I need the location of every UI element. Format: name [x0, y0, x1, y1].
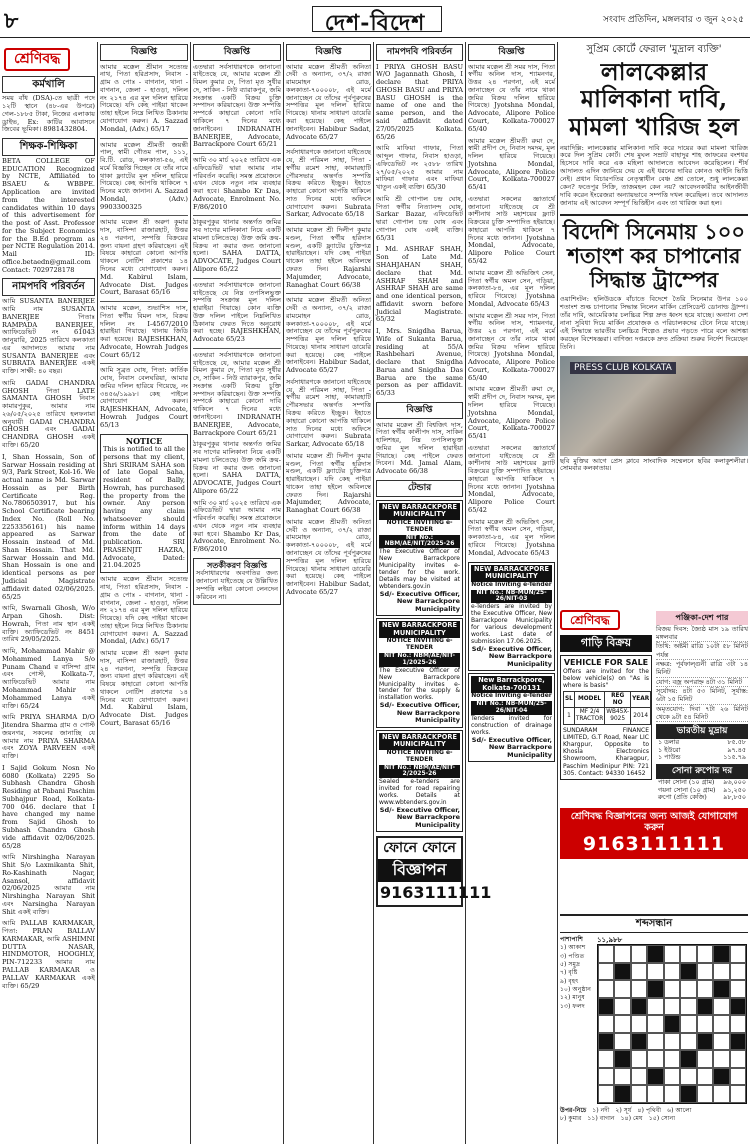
news-body-film-tariff: ওয়াশিংটন: হলিউডকে বাঁচাতে বিদেশে তৈরি সিনেমার উপর ১০০ শতাংশ শুল্ক চাপানোর সিদ্ধান্ত নিলেন মার্কিন প্রেসিডেন্ট ডোনাল্ড ট্রাম্প। তাঁর দাবি, আমেরিকার চলচ্চিত্র শিল্প দ্রুত ধ্বংস হয়ে যাচ্ছে। অন্যান্য দেশ নানা সুবিধা দিয়ে মার্কিন প্রযোজক ও পরিচালকদের টেনে নিয়ে যাচ্ছে। এই সিদ্ধান্তে ভারতীয় চলচ্চিত্র শিল্পেও প্রভাব পড়তে পারে বলে আশঙ্কা করছেন বিশেষজ্ঞরা। বাণিজ্য দপ্তরকে দ্রুত প্রক্রিয়া শুরুর নির্দেশ দিয়েছেন তিনি। — [560, 295, 748, 351]
teacher-ad: BETA COLLEGE OF EDUCATION Recognized by NCTE, Affiliated to BSAEU & WBBPE. Application are invited from the interested candidates within 10 days of this advertisement for the post of Asst. Professor for the Subject Economics for the B.Ed program as per NCTE Regulation 2014. Mail ID: office.betaedn@gmail.com Contact: 7029728178 — [2, 156, 95, 274]
notice-ad: আমার মক্কেল শ্রী দিলীপ কুমার মণ্ডল, পিতা স্বর্গীয় হরিদাস মণ্ডল, একটি ফ্ল্যাটের চুক্তিপত্র হারাইয়াছেন। যদি কেহ পাইয়া থাকেন তাহা হইলে অবিলম্বে ফেরত দিন। Rajarshi Majumder, Advocate, Ranaghat Court 66/38 — [286, 226, 371, 289]
tender-body: Tenders invited for construction of drainage works. — [471, 714, 552, 736]
notice-ad: আমার মক্কেল শ্রী সমর দাস, পিতা স্বর্গীয় অনিল দাস, শ্যামনগর, উত্তর ২৪ পরগনা, এই মর্মে জানাচ্ছেন যে তাঁর নামে থাকা জমির বিক্রয় দলিল হারিয়ে গিয়েছে। Jyotshna Mondal, Advocate, Alipore Police Court, Kolkata-700027 65/40 — [468, 62, 556, 133]
tender-sign: Sd/- Executive Officer, New Barrackpore Municipality — [471, 644, 552, 668]
crossword-black-cell — [647, 980, 663, 998]
currency-name: ১ পাউন্ড — [658, 753, 681, 762]
classifieds-badge: শ্রেণিবদ্ধ — [4, 48, 70, 71]
crossword-cell — [730, 963, 746, 981]
crossword-cell — [664, 945, 680, 963]
name-change-ad: আমি PALLAB KARMAKAR, পিতা: PRAN BALLAV KARMAKAR, আমি ASHIMNI DUTTA NASAR, HINDMOTOR, HOOGHLY, PIN-712233 আমার নাম PALLAB KARMAKAR ও PALLAV KARMAKAR একই ব্যক্তি। 65/29 — [2, 919, 95, 990]
crossword-black-cell — [598, 998, 614, 1016]
crossword-cell — [697, 963, 713, 981]
photo-banner-text: PRESS CLUB KOLKATA — [570, 362, 676, 375]
crossword-cell — [614, 1033, 630, 1051]
alert-notice-text: সর্বসাধারণের অবগতির জন্য জানানো যাইতেছে যে উল্লিখিত সম্পত্তি লইয়া কোনো লেনদেন করিবেন না। — [196, 569, 278, 601]
currency-name: ১ ডলার — [658, 738, 680, 746]
notice-ad: আমি সুব্রত ঘোষ, পিতা: কার্তিক ঘোষ, নিবাস বেলঘরিয়া, আমার জমির দলিল হারিয়ে গিয়েছে, নং ৩৪৫৬/১৯৯৮। কেহ পাইলে যোগাযোগ করুন। RAJESHKHAN, Advocate, Howrah Judges Court 65/13 — [100, 366, 188, 429]
classifieds-promo — [560, 808, 748, 859]
name-change-heading: নামপদবি পরিবর্তন — [376, 44, 463, 61]
notice-heading: বিজ্ঞপ্তি — [468, 44, 555, 61]
column-classifieds — [2, 42, 95, 1144]
english-notice — [100, 434, 188, 574]
almanac-line: সূর্যোদয়: ৪টা ৫৩ মিনিট, সূর্যাস্ত: ৬টা ১৫ মিনিট — [656, 686, 748, 704]
crossword-black-cell — [713, 1068, 729, 1086]
tender-org: New Barrackpore, Kolkata-700131 — [471, 676, 552, 693]
crossword-cell — [730, 1068, 746, 1086]
vehicle-col-header: REG NO — [605, 691, 631, 708]
phone-ad-mid: বিজ্ঞাপন — [378, 859, 461, 882]
tender-nit: NIT No.: NBM/AE/NIT-1/2025-26 — [379, 653, 460, 667]
crossword-clues-down — [560, 1107, 748, 1115]
gold-name: রুপো (প্রতি কেজি) — [658, 793, 707, 802]
currency-value: ১১৫.৭৯ — [723, 753, 746, 762]
crossword-cell — [713, 1085, 729, 1103]
almanac-line: বিজয় দিবস: জ্যৈষ্ঠ মাস ১৯ তারিখ মঙ্গলবার — [656, 624, 748, 641]
crossword-grid-wrap — [597, 936, 747, 1104]
name-change-heading: নামপদবি পরিবর্তন — [2, 278, 95, 296]
across-clue: ৯) বৃহৎ — [560, 977, 579, 985]
crossword-cell — [647, 963, 663, 981]
notice-ad: এতদ্বারা সর্বসাধারণকে জানানো যাইতেছে যে, আমার মক্কেল শ্রী বিমল কুমার দে, পিতা মৃত সুধীর দে, সাকিন - নিউ ব্যারাকপুর, জমি সংক্রান্ত একটি বিক্রয় চুক্তি সম্পাদন করিয়াছেন। উক্ত সম্পত্তি সম্পর্কে কাহারো কোনো দাবি থাকিলে ৭ দিনের মধ্যে জানাইবেন। INDRANATH BANERJEE, Advocate, Barrackpore Court 65/21 — [193, 62, 281, 149]
down-clue: ৬) আলো — [667, 1107, 692, 1115]
press-club-photo — [560, 356, 748, 456]
crossword-cell — [614, 1015, 630, 1033]
crossword-black-cell — [713, 945, 729, 963]
tender-nit: NIT No.: NBM/AE/NIT/2025-26 — [379, 535, 460, 549]
crossword-grid — [597, 944, 747, 1104]
notice-ad: আমার মক্কেল শ্রী অরুণ কুমার দাস, বাসিন্দা রাজারহাট, উত্তর ২৪ পরগনা, সম্পত্তি বিক্রয়ের জন্য বায়না গ্রহণ করিয়াছেন। এই বিষয়ে কাহারো কোনো আপত্তি থাকলে নোটিশ প্রকাশের ১৪ দিনের মধ্যে যোগাযোগ করুন। Md. Kabirul Islam, Advocate Dist. Judges Court, Barasat 65/16 — [100, 218, 188, 297]
across-clue: ৩) পণ্ডিত — [560, 952, 585, 960]
notice-ad: সর্বসাধারণকে জানানো যাইতেছে যে, শ্রী পরিমল সাহা, পিতা - স্বর্গীয় রমেশ সাহা, কামারহাটি পৌরসভার অন্তর্গত সম্পত্তি বিক্রয় করিতে ইচ্ছুক। ইহাতে কাহারো কোনো আপত্তি থাকিলে সাত দিনের মধ্যে অফিসে যোগাযোগ করুন। Subrata Sarkar, Advocate 65/18 — [286, 148, 371, 219]
notice-ad: আমার মক্কেল শ্রী সমর দাস, পিতা স্বর্গীয় অনিল দাস, শ্যামনগর, উত্তর ২৪ পরগনা, এই মর্মে জানাচ্ছেন যে তাঁর নামে থাকা জমির বিক্রয় দলিল হারিয়ে গিয়েছে। Jyotshna Mondal, Advocate, Alipore Police Court, Kolkata-700027 65/40 — [468, 311, 556, 382]
tender-box — [376, 500, 463, 616]
notice-ad: আমার মক্কেল শ্রীমতী রুমা দে, স্বামী প্রদীপ দে, নিবাস দমদম, মূল দলিল হারিয়ে গিয়েছে। Jyotshna Mondal, Advocate, Alipore Police Court, Kolkata-700027 65/41 — [468, 136, 555, 192]
notice-ad: আমার মক্কেল শ্রী অরুণ কুমার দাস, বাসিন্দা রাজারহাট, উত্তর ২৪ পরগনা, সম্পত্তি বিক্রয়ের জন্য বায়না গ্রহণ করিয়াছেন। এই বিষয়ে কাহারো কোনো আপত্তি থাকলে নোটিশ প্রকাশের ১৪ দিনের মধ্যে যোগাযোগ করুন। Md. Kabirul Islam, Advocate Dist. Judges Court, Barasat 65/16 — [100, 649, 188, 727]
crossword-cell — [713, 1033, 729, 1051]
notice-ad: আমার মক্কেল শ্রীমতী অনিতা দেবী ও অন্যান্য, ৩৭/২ রাজা রামমোহন রোড, কলকাতা-৭০০০০৮, এই মর্মে জানাচ্ছেন যে তাঁদের পূর্বপুরুষের সম্পত্তির মূল দলিল হারিয়ে গিয়েছে। থানায় সাধারণ ডায়েরি করা হয়েছে। কেহ পাইলে জানাইবেন। Habibur Sadat, Advocate 65/27 — [286, 517, 371, 596]
currency-name: ১ ইউরো — [658, 745, 681, 754]
gold-name: পাকা সোনা (১০ গ্রাম) — [658, 777, 715, 786]
crossword-cell — [598, 963, 614, 981]
currency-row — [656, 754, 748, 762]
crossword-cell — [680, 980, 696, 998]
section-title: দেশ-বিদেশ — [324, 10, 426, 36]
alert-notice-title: সতর্কীকরণ বিজ্ঞপ্তি — [206, 560, 268, 571]
classifieds-right — [560, 608, 748, 913]
name-change-ad: আমি SUSANTA BANERJEE আমি নাম SUSANTA BANERJEE পিতাঃ RAMPADA BANERJEE, অ্যাফিডেভিট নং 61043 জানুয়ারি, 2025 তারিখে কলকাতা এর আদালতে আমার নাম SUSANTA BANERJEE এবং SUBRATA BANERJEE একই ব্যক্তি। সাক্ষী: ৪০ বছর। — [2, 297, 95, 376]
page-number: ৮ — [4, 8, 19, 34]
crossword-cell — [664, 998, 680, 1016]
notice-ad: এতদ্বারা সকলের জ্ঞাতার্থে জানানো যাইতেছে যে শ্রী কাশীনাথ সাউ মহাশয়ের ফ্ল্যাট বিক্রয়ের চুক্তি সম্পাদিত হইয়াছে। কাহারো আপত্তি থাকিলে ৭ দিনের মধ্যে জানান। Jyotshna Mondal, Advocate, Alipore Police Court 65/42 — [468, 194, 555, 265]
english-notice-title: NOTICE — [125, 435, 163, 446]
news-headline-red-fort: লালকেল্লার মালিকানা দাবি, মামলা খারিজ হল — [569, 56, 739, 141]
vehicle-table — [563, 691, 651, 725]
column-rule — [373, 42, 374, 1144]
down-clue: ৮) কুমার — [560, 1115, 582, 1123]
crossword-cell — [598, 1050, 614, 1068]
notice-heading: বিজ্ঞপ্তি — [286, 44, 371, 61]
crossword-cell — [697, 1015, 713, 1033]
notice-ad: আমার মক্কেল শ্রী বিশ্বজিৎ দাস, পিতা স্বর্গীয় কালীপদ দাস, সাকিন হালিশহর, নিম্ন তপসিলভুক্ত জমির মূল দলিল হারাইয়া গিয়াছে। কেহ পাইলে ফেরত দিবেন। Md. Jamal Alam, Advocate 66/38 — [376, 420, 463, 476]
across-clue: ১২) মানুষ — [560, 994, 585, 1002]
crossword-black-cell — [730, 998, 746, 1016]
vehicle-title: VEHICLE FOR SALE — [563, 658, 649, 668]
crossword-cell — [614, 998, 630, 1016]
employment-ad: সময় বাঁধ (DSA)-তে ছাত্রী পদে ১২টি স্থানে (৪৮-এর উপরে) গেল-১৮৮৫ টাকা, নিজের এলাকায় ড্রাইভ, Ex: কাটির আবাসনে জিবের ভূমিকা। 8981432804. — [2, 94, 95, 134]
column-rule — [97, 42, 98, 1144]
notice-ad: ঠাকুরপুকুর থানার অন্তর্গত জমির সব দাগের মালিকানা নিয়ে একটি মামলা চলিতেছে। উক্ত জমি ক্রয়-বিক্রয় না করার জন্য জানানো হলো। SAHA DATTA, ADVOCATE, Judges Court Alipore 65/22 — [193, 218, 281, 273]
vehicle-col-header: YEAR — [631, 691, 651, 708]
tender-body: The Executive Officer of New Barrackpore Municipality invites e-tender for the work. Details may be visited at wbtenders.gov.in — [379, 548, 460, 590]
alert-notice — [193, 558, 281, 605]
tender-title: Notice Inviting e-Tender — [471, 580, 552, 588]
crossword-cell — [664, 1085, 680, 1103]
almanac-line: যোগ: বজ্র অপরাহ্ন ৪টা ৩১ মিনিট — [656, 678, 748, 687]
crossword-black-cell — [614, 963, 630, 981]
column-rule — [283, 42, 284, 1144]
news-body-red-fort: নয়াদিল্লি: লালকেল্লার মালিকানা দাবি করে দায়ের করা মামলা খারিজ করে দিল সুপ্রিম কোর্ট। শেষ মুঘল সম্রাট বাহাদুর শাহ জাফরের বংশধর হিসেবে দাবি করে এক মহিলা আদালতে আবেদন করেছিলেন। শীর্ষ আদালত এদিন জানিয়ে দেয় যে এই ধরনের দাবির কোনও আইনি ভিত্তি নেই। প্রধান বিচারপতির নেতৃত্বাধীন বেঞ্চ প্রশ্ন তোলে, শুধু লালকেল্লা কেন? ফতেপুর সিক্রি, তাজমহল কেন নয়? আবেদনকারীর আইনজীবী দাবি করেন ইংরেজরা অন্যায়ভাবে সম্পত্তি দখল করেছিল। তবে আদালত জানায় এই আবেদন সম্পূর্ণ ভিত্তিহীন এবং তা খারিজ করা হল। — [560, 143, 748, 207]
tender-title: NOTICE INVITING e-TENDER — [386, 748, 453, 763]
news-kicker: সুপ্রিম কোর্টে ফেরাল 'মুদ্রাল ব্যক্তি' — [586, 44, 722, 55]
tender-title: Notice Inviting e-Tender — [471, 692, 552, 700]
notice-ad: আমার মক্কেল শ্রী অভিজিৎ সেন, পিতা স্বর্গীয় অমল সেন, গড়িয়া, কলকাতা-৮৪, এর মূল দলিল হারিয়ে গিয়েছে। Jyotshna Mondal, Advocate 65/43 — [468, 517, 555, 557]
vehicle-sale-ad — [560, 655, 652, 780]
divider — [100, 363, 188, 364]
crossword-heading: শব্দসন্ধান — [560, 914, 748, 933]
crossword-black-cell — [730, 1033, 746, 1051]
crossword-cell — [631, 1068, 647, 1086]
almanac-heading: পঞ্জিকা-দেশ পার — [656, 611, 748, 625]
tender-org: NEW BARRACKPORE MUNICIPALITY — [379, 503, 460, 520]
notice-ad: আমার মক্কেল, শুভাশিস দাস, পিতা স্বর্গীয় বিমল দাস, বিক্রয় দলিল নং I-4567/2010 হারাইয়া গিয়াছে। থানায় জিডি করা হয়েছে। RAJESHKHAN, Advocate, Howrah Judges Court 65/12 — [100, 304, 188, 359]
crossword-cell — [664, 980, 680, 998]
crossword-cell — [713, 963, 729, 981]
tender-title: NOTICE INVITING e-TENDER — [386, 518, 453, 533]
notice-ad: আমি ৩০ মার্চ ২০২৫ তারিখে এক এফিডেভিট দ্বারা আমার নাম পরিবর্তন করেছি। সমস্ত প্রয়োজনে এখন থেকে নতুন নাম ব্যবহার করা হবে। Shambo Kr Das, Advocate, Enrolment No. F/86/2010 — [193, 498, 281, 554]
across-clue: ৭) বৃষ্টি — [560, 969, 578, 977]
currency-value: ৯৭.৪৫ — [727, 745, 746, 754]
crossword-cell — [631, 1015, 647, 1033]
tender-box — [468, 562, 555, 672]
promo-number: 9163111111 — [582, 833, 726, 856]
tender-sign: Sd/- Executive Officer, New Barrackpore Municipality — [379, 805, 460, 829]
almanac-line: অমৃতযোগ: দিবা ৭টা ২৬ মিনিট থেকে ৯টা ৫৪ মিনিট — [656, 704, 748, 721]
crossword-cell — [697, 1068, 713, 1086]
crossword-cell — [697, 1050, 713, 1068]
notice-ad: আমার মক্কেল শ্রীমান সত্যেন্দ্র নাথ, পিতা হরিপ্রসাদ, নিবাস - গ্রাম ও পোঃ - বাগনান, থানা - বাগনান, জেলা - হাওড়া, দলিল নং ২১৭৪ এর মূল দলিল হারিয়ে গিয়েছে। যদি কেহ পাইয়া থাকেন তাহা হইলে নিম্নে লিখিত ঠিকানায় যোগাযোগ করুন। A. Sazzad Mondal, (Adv.) 65/17 — [100, 575, 188, 646]
crossword-cell — [647, 1085, 663, 1103]
teacher-heading: শিক্ষক-শিক্ষিকা — [2, 138, 95, 156]
crossword-clues-down-2 — [560, 1115, 748, 1123]
across-heading: পাশাপাশি — [560, 935, 583, 943]
crossword-cell — [697, 980, 713, 998]
crossword-cell — [680, 998, 696, 1016]
crossword-cell — [697, 1085, 713, 1103]
crossword-cell — [614, 945, 630, 963]
currency-value: ৮৫.৫৮ — [727, 738, 746, 746]
crossword-black-cell — [631, 1033, 647, 1051]
column-rule — [557, 42, 558, 1144]
crossword-cell — [647, 1050, 663, 1068]
crossword-black-cell — [598, 1033, 614, 1051]
crossword-cell — [713, 998, 729, 1016]
crossword-cell — [730, 1015, 746, 1033]
down-clue: ১১) বাগান — [587, 1115, 615, 1123]
divider — [193, 278, 281, 279]
notice-ad: এতদ্বারা সর্বসাধারণকে জানানো যাইতেছে যে নিম্ন তপসিলভুক্ত সম্পত্তি সংক্রান্ত মূল দলিল হারাইয়া গিয়াছে। কোন ব্যক্তি উক্ত দলিল পাইলে নিম্নলিখিত ঠিকানায় ফেরত দিতে অনুরোধ করা হচ্ছে। RAJESHKHAN, Advocate 65/23 — [193, 280, 281, 344]
currency-heading: ভারতীয় মুদ্রায় — [656, 724, 748, 739]
name-change-ad: I PRIYA GHOSH BASU W/O Jagannath Ghosh, I declare that PRIYA GHOSH BASU and PRIYA BASU GHOSH is the name of one and the same person, and the said affidavit dated 27/05/2025 Kolkata. 65/26 — [376, 62, 463, 141]
across-clue: ৫) সমুদ্র — [560, 960, 581, 968]
crossword-black-cell — [631, 998, 647, 1016]
classifieds-badge-right: শ্রেণিবদ্ধ — [560, 610, 620, 630]
almanac-list — [656, 625, 748, 723]
crossword-cell — [647, 998, 663, 1016]
tender-box — [376, 618, 463, 728]
vehicle-cell: 2014 — [631, 708, 651, 725]
notice-ad: এতদ্বারা সকলের জ্ঞাতার্থে জানানো যাইতেছে যে শ্রী কাশীনাথ সাউ মহাশয়ের ফ্ল্যাট বিক্রয়ের চুক্তি সম্পাদিত হইয়াছে। কাহারো আপত্তি থাকিলে ৭ দিনের মধ্যে জানান। Jyotshna Mondal, Advocate, Alipore Police Court 65/42 — [468, 443, 555, 514]
name-change-ad: আমি, Swarnali Ghosh, W/o Arpan Ghosh. Dist: Howrah, পিতা নাম স্থান একই ব্যক্তি। অ্যাফিডেভিট নং 8451 তারিখ 29/05/2025. — [2, 604, 95, 644]
divider — [193, 153, 281, 154]
notice-ad: আমার মক্কেল শ্রী দিলীপ কুমার মণ্ডল, পিতা স্বর্গীয় হরিদাস মণ্ডল, একটি ফ্ল্যাটের চুক্তিপত্র হারাইয়াছেন। যদি কেহ পাইয়া থাকেন তাহা হইলে অবিলম্বে ফেরত দিন। Rajarshi Majumder, Advocate, Ranaghat Court 66/38 — [286, 451, 371, 515]
down-clue: ১) নদী — [592, 1107, 610, 1115]
crossword-cell — [680, 1033, 696, 1051]
divider — [100, 215, 188, 216]
masthead — [0, 0, 750, 38]
crossword-black-cell — [680, 963, 696, 981]
tender-title: NOTICE INVITING e-TENDER — [386, 637, 453, 652]
tender-org: NEW BARRACKPORE MUNICIPALITY — [379, 621, 460, 638]
tender-nit: NIT No.: NBM/AE/NIT-2/2025-26 — [379, 765, 460, 779]
notice-ad: আমার মক্কেল শ্রীমতী অনিতা দেবী ও অন্যান্য, ৩৭/২ রাজা রামমোহন রোড, কলকাতা-৭০০০০৮, এই মর্মে জানাচ্ছেন যে তাঁদের পূর্বপুরুষের সম্পত্তির মূল দলিল হারিয়ে গিয়েছে। থানায় সাধারণ ডায়েরি করা হয়েছে। কেহ পাইলে জানাইবেন। Habibur Sadat, Advocate 65/27 — [286, 62, 371, 141]
crossword-cell — [647, 1033, 663, 1051]
name-change-ad: আমি মাফিয়া গাফার, পিতা আব্দুল গাফার, নিবাস হাওড়া, এফিডেভিট নং ২৫৮৮ তারিখ ২৭/০৫/২০২৫ আমার নাম মাফিয়া গাফার এবং মাফিয়া খাতুন একই ব্যক্তি। 65/30 — [376, 144, 463, 192]
name-change-ad: আমি PRIYA SHARMA D/O Jitendra Sharma গ্রাম ও পোস্ট জয়নগর, সকলের জানাচ্ছি যে আমার নাম PRIYA SHARMA এবং ZOYA PARVEEN একই ব্যক্তি। — [2, 713, 95, 761]
name-change-ad: আমি GADAI CHANDRA GHOSH পিতা LATE SAMANTA GHOSH নিবাস কামারপুকুর, আমার নাম ২৬/০৫/২০২৫ তারিখে হলফনামা অনুযায়ী GADAI CHANDRA GHOSH এবং GADAI CHANDRA GHOSH একই ব্যক্তি। 65/20 — [2, 378, 95, 449]
notice-ad: সর্বসাধারণকে জানানো যাইতেছে যে, শ্রী পরিমল সাহা, পিতা - স্বর্গীয় রমেশ সাহা, কামারহাটি পৌরসভার অন্তর্গত সম্পত্তি বিক্রয় করিতে ইচ্ছুক। ইহাতে কাহারো কোনো আপত্তি থাকিলে সাত দিনের মধ্যে অফিসে যোগাযোগ করুন। Subrata Sarkar, Advocate 65/18 — [286, 377, 371, 449]
tender-nit: NIT No.: NB-MUN/25-26/NIT-04 — [471, 701, 552, 715]
crossword-cell — [631, 980, 647, 998]
crossword-black-cell — [664, 1015, 680, 1033]
phone-ad-box — [376, 836, 492, 906]
crossword-cell — [730, 945, 746, 963]
name-change-ad: আমি, Mohammad Mahir @ Mohammed Lanya S/o Punam Chand র বাসিন্দা গ্রাম এবং পোস্ট, Kolkata-7, অ্যাফিডেভিট আমার নাম Mohammad Mahir ও Mohammed Lanya একই ব্যক্তি। 65/24 — [2, 647, 95, 710]
english-notice-text: This is notified to all the persons that my client, Shri SRIRAM SAHA son of late Gopal Saha, resident of Bally, Howrah, has purchased the property from the owner. Any person having any claim whatsoever should inform within 14 days from the date of publication. SRI PRASENJIT HAZRA, Advocate, Dated: 21.04.2025 — [103, 444, 185, 570]
almanac-line: নক্ষত্র: পূর্বফাল্গুনী রাত্রি ৩টা ১৪ মিনিট — [656, 659, 748, 677]
crossword-black-cell — [697, 1033, 713, 1051]
notice-ad: আমার মক্কেল শ্রীমতী অনিতা দেবী ও অন্যান্য, ৩৭/২ রাজা রামমোহন রোড, কলকাতা-৭০০০০৮, এই মর্মে জানাচ্ছেন যে তাঁদের পূর্বপুরুষের সম্পত্তির মূল দলিল হারিয়ে গিয়েছে। থানায় সাধারণ ডায়েরি করা হয়েছে। কেহ পাইলে জানাইবেন। Habibur Sadat, Advocate 65/27 — [286, 296, 371, 375]
almanac-column — [656, 608, 748, 802]
vehicle-column — [560, 608, 652, 802]
crossword-cell — [730, 1050, 746, 1068]
crossword-cell — [614, 980, 630, 998]
crossword-cell — [713, 1015, 729, 1033]
column-name-change-5 — [376, 42, 492, 1144]
tender-body: Sealed e-tenders are invited for road repairing works. Details at www.wbtenders.gov.in — [379, 778, 460, 807]
divider — [286, 293, 371, 294]
crossword-black-cell — [697, 998, 713, 1016]
tender-sign: Sd/- Executive Officer, New Barrackpore Municipality — [379, 589, 460, 613]
column-rule — [190, 42, 191, 1144]
phone-ad-top: ফোনে ফোনে — [383, 840, 456, 857]
crossword-cell — [664, 963, 680, 981]
crossword-cell — [730, 980, 746, 998]
employment-heading: কর্মখালি — [2, 76, 95, 94]
crossword-cell — [680, 1068, 696, 1086]
notice-heading: বিজ্ঞপ্তি — [100, 44, 188, 61]
divider — [100, 301, 188, 302]
down-clue: ১৪) মেঘ — [620, 1115, 643, 1123]
crossword-cell — [598, 1015, 614, 1033]
crossword-black-cell — [647, 945, 663, 963]
vehicle-contact: SUNDARAM FINANCE LIMITED, G.T Road, Near LIC Khargpur, Opposite to Khosla Electronics Showroom, Kharagpur, Paschim Medinipur PIN: 721 305. Contact: 94330 16452 — [563, 727, 649, 777]
vehicle-cell: 1 — [564, 708, 575, 725]
gold-value: ৯৬,০০০ — [723, 777, 746, 786]
notice-ad: আমার মক্কেল শ্রী অভিজিৎ সেন, পিতা স্বর্গীয় অমল সেন, গড়িয়া, কলকাতা-৮৪, এর মূল দলিল হারিয়ে গিয়েছে। Jyotshna Mondal, Advocate 65/43 — [468, 268, 555, 308]
crossword-cell — [713, 1050, 729, 1068]
gold-value: ৯১,২৫০ — [723, 785, 746, 794]
news-headline-film-tariff: বিদেশি সিনেমায় ১০০ শতাংশ কর চাপানোর সিদ্ধান্ত ট্রাম্পের — [560, 214, 748, 292]
crossword-clues-across — [560, 936, 594, 1104]
vehicle-sub: Offers are invited for the below vehicle(s) on "As is where is basis" — [563, 667, 649, 689]
vehicle-col-header: SL — [564, 691, 575, 708]
crossword-cell — [631, 1085, 647, 1103]
column-notices-4 — [286, 42, 371, 1144]
crossword-cell — [614, 1068, 630, 1086]
notice-ad: আমার মক্কেল শ্রীমতী রুমা দে, স্বামী প্রদীপ দে, নিবাস দমদম, মূল দলিল হারিয়ে গিয়েছে। Jyotshna Mondal, Advocate, Alipore Police Court, Kolkata-700027 65/41 — [468, 385, 555, 441]
crossword-cell — [631, 1050, 647, 1068]
crossword-black-cell — [614, 1050, 630, 1068]
tender-org: NEW BARRACKPORE MUNICIPALITY — [471, 565, 552, 582]
tender-heading: টেন্ডার — [376, 480, 463, 497]
promo-line: শ্রেণিবদ্ধ বিজ্ঞাপনের জন্য আজই যোগাযোগ করুন — [570, 810, 738, 834]
down-heading: উপর-নিচে — [560, 1107, 587, 1115]
crossword-black-cell — [647, 1068, 663, 1086]
tender-nit: NIT No.: NB-MUN/25-26/NIT-03 — [471, 590, 552, 604]
gold-value: ৯৮,৮৫০ — [723, 793, 746, 802]
tender-box — [468, 673, 555, 762]
crossword-black-cell — [680, 1085, 696, 1103]
photo-caption: ছবি মুক্তির আগে প্রেস ক্লাবে সাংবাদিক সম্মেলনে ছবির কলাকুশলীরা। সোমবার কলকাতায়। — [560, 456, 748, 473]
divider — [286, 223, 371, 224]
column-rule — [465, 42, 466, 1144]
name-change-ad: I, Shan Hossain, Son of Sarwar Hossain residing at 9/3, Park Street, Kol-16. We actual name is Md. Sarwar Hossain as per Birth Certificate Reg. No.7806503917, but his School Certificate bearing Index No. (Roll No. 2253356161) his name appeared as Sarwar Hossain instead of Md. Shan Hossain. That Md. Sarwar Hossain and Md. Shan Hossain is one and identical persons as per Judicial Magistrate affidavit dated 02/06/2025. 65/25 — [2, 452, 95, 601]
divider — [193, 348, 281, 349]
crossword-cell — [680, 1015, 696, 1033]
crossword-cell — [631, 963, 647, 981]
crossword-cell — [647, 1015, 663, 1033]
divider — [193, 215, 281, 216]
down-clue: ২) সূর্য — [615, 1107, 632, 1115]
name-change-ad: I Md. ASHRAF SHAH, Son of Late Md. SHAHJAHAN SHAH, declare that Md. ASHRAF SHAH and ASHRAF SHAH are same and one identical person, affidavit sworn before Judicial Magistrate. 65/32 — [376, 245, 463, 324]
crossword-black-cell — [680, 1050, 696, 1068]
across-clue: ১) আকাশ — [560, 944, 586, 952]
crossword-cell — [680, 945, 696, 963]
notice-heading: বিজ্ঞপ্তি — [376, 402, 463, 419]
dateline: সংবাদ প্রতিদিন, মঙ্গলবার ৩ জুন ২০২৫ — [603, 15, 744, 25]
vehicle-col-header: MODEL — [574, 691, 604, 708]
gold-heading: সোনা রুপোর দর — [656, 764, 748, 779]
crossword-cell — [598, 980, 614, 998]
crossword-cell — [664, 1050, 680, 1068]
gold-row — [656, 794, 748, 802]
phone-ad-number: 9163111111 — [380, 882, 492, 902]
name-change-ad: আমি শ্রী গোপাল চন্দ্র ঘোষ, পিতা স্বর্গীয় নিত্যানন্দ ঘোষ, Sarkar Bazar, এফিডেভিট দ্বারা গোপাল চন্দ্র ঘোষ এবং গোপাল ঘোষ একই ব্যক্তি। 65/31 — [376, 194, 463, 242]
tender-sign: Sd/- Executive Officer, New Barrackpore Municipality — [379, 701, 460, 725]
down-clue: ১৫) সোনা — [648, 1115, 676, 1123]
crossword-black-cell — [614, 1085, 630, 1103]
column-notices-3 — [193, 42, 281, 1144]
name-change-ad: আমি Nirshingha Narayan Shit S/o Laxmikanta Shit, Ro-Kashinath Nagar, Asansol, affidavit 02/06/2025 আমার নাম Nirshingha Narayan Shit এবং Narsingha Narayan Shit একই ব্যক্তি। — [2, 853, 95, 916]
crossword-cell — [664, 1068, 680, 1086]
divider — [100, 138, 188, 139]
crossword-cell — [697, 945, 713, 963]
name-change-ad: I, Mrs. Snigdha Barua, Wife of Sukanta Barua, residing at 55/A Rashbehari Avenue, declare that Snigdha Barua and Snigdha Das Barua are the same person as per affidavit. 65/33 — [376, 327, 463, 398]
crossword-cell — [730, 1085, 746, 1103]
tender-sign: Sd/- Executive Officer, New Barrackpore Municipality — [471, 735, 552, 759]
crossword-cell — [598, 1068, 614, 1086]
news-area — [560, 42, 748, 604]
column-notices-2 — [100, 42, 188, 1144]
tender-body: The Executive Officer of New Barrackpore Municipality invites e-tender for the supply & installation works. — [379, 666, 460, 702]
tender-org: NEW BARRACKPORE MUNICIPALITY — [379, 733, 460, 750]
puzzle-number: ১১,৯৮৮ — [597, 934, 623, 944]
crossword-cell — [598, 945, 614, 963]
notice-ad: আমার মক্কেল শ্রীমান সত্যেন্দ্র নাথ, পিতা হরিপ্রসাদ, নিবাস - গ্রাম ও পোঃ - বাগনান, থানা - বাগনান, জেলা - হাওড়া, দলিল নং ২১৭৪ এর মূল দলিল হারিয়ে গিয়েছে। যদি কেহ পাইয়া থাকেন তাহা হইলে নিম্নে লিখিত ঠিকানায় যোগাযোগ করুন। A. Sazzad Mondal, (Adv.) 65/17 — [100, 62, 188, 133]
notice-ad: এতদ্বারা সর্বসাধারণকে জানানো যাইতেছে যে, আমার মক্কেল শ্রী বিমল কুমার দে, পিতা মৃত সুধীর দে, সাকিন - নিউ ব্যারাকপুর, জমি সংক্রান্ত একটি বিক্রয় চুক্তি সম্পাদন করিয়াছেন। উক্ত সম্পত্তি সম্পর্কে কাহারো কোনো দাবি থাকিলে ৭ দিনের মধ্যে জানাইবেন। INDRANATH BANERJEE, Advocate, Barrackpore Court 65/21 — [193, 350, 281, 437]
notice-ad: ঠাকুরপুকুর থানার অন্তর্গত জমির সব দাগের মালিকানা নিয়ে একটি মামলা চলিতেছে। উক্ত জমি ক্রয়-বিক্রয় না করার জন্য জানানো হলো। SAHA DATTA, ADVOCATE, Judges Court Alipore 65/22 — [193, 440, 281, 495]
column-notices-6 — [468, 42, 555, 1144]
crossword-section — [560, 914, 748, 1144]
notice-ad: আমার মক্কেল শ্রীমতী জয়ন্তী পাল, স্বামী গৌতম পাল, ১১১, বি.টি. রোড, কলকাতা-৫৬, এই মর্মে বিজ্ঞপ্তি দিচ্ছেন যে তাঁর নামে থাকা ফ্ল্যাটের মূল দলিল হারিয়ে গিয়েছে। কেহ আপত্তি থাকিলে ৭ দিনের মধ্যে জানান। A. Sazzad Mondal, (Adv.) 9903300325 — [100, 140, 188, 211]
name-change-ad: I Sajid Gokum Nosn No 6080 (Kolkata) 2295 So Subhash Chandra Ghosh Residing at Pabani Paschim Subhajpur Road, Kolkata-700 046. declare that I have changed my name from Sajid Ghosh to Subhash Chandra Ghosh vide affidavit 02/06/2025. 65/28 — [2, 763, 95, 850]
tender-box — [376, 730, 463, 833]
crossword-cell — [631, 945, 647, 963]
vehicle-sale-heading: গাড়ি বিক্রয় — [560, 635, 652, 652]
vehicle-cell: MF 2/4 TRACTOR — [574, 708, 604, 725]
notice-heading: বিজ্ঞপ্তি — [193, 44, 281, 61]
vehicle-cell: WB45X-9025 — [605, 708, 631, 725]
tender-body: e-Tenders are invited by the Executive Officer, New Barrackpore Municipality for various development works. Last date of submission 17.06.2025. — [471, 603, 552, 645]
notice-ad: আমি ৩০ মার্চ ২০২৫ তারিখে এক এফিডেভিট দ্বারা আমার নাম পরিবর্তন করেছি। সমস্ত প্রয়োজনে এখন থেকে নতুন নাম ব্যবহার করা হবে। Shambo Kr Das, Advocate, Enrolment No. F/86/2010 — [193, 156, 281, 211]
crossword-cell — [664, 1033, 680, 1051]
crossword-cell — [598, 1085, 614, 1103]
down-clue: ৪) পৃথিবী — [637, 1107, 662, 1115]
across-clue: ১০) অনুষ্ঠান — [560, 985, 591, 993]
crossword-black-cell — [713, 980, 729, 998]
divider — [286, 145, 371, 146]
gold-name: গয়না সোনা (১০ গ্রাম) — [658, 785, 716, 794]
almanac-line: তিথি: অষ্টমী রাত্রি ১০টা ৫৮ মিনিট পর্যন্ত — [656, 642, 748, 659]
across-clue: ১৩) ফলদ — [560, 1002, 585, 1010]
